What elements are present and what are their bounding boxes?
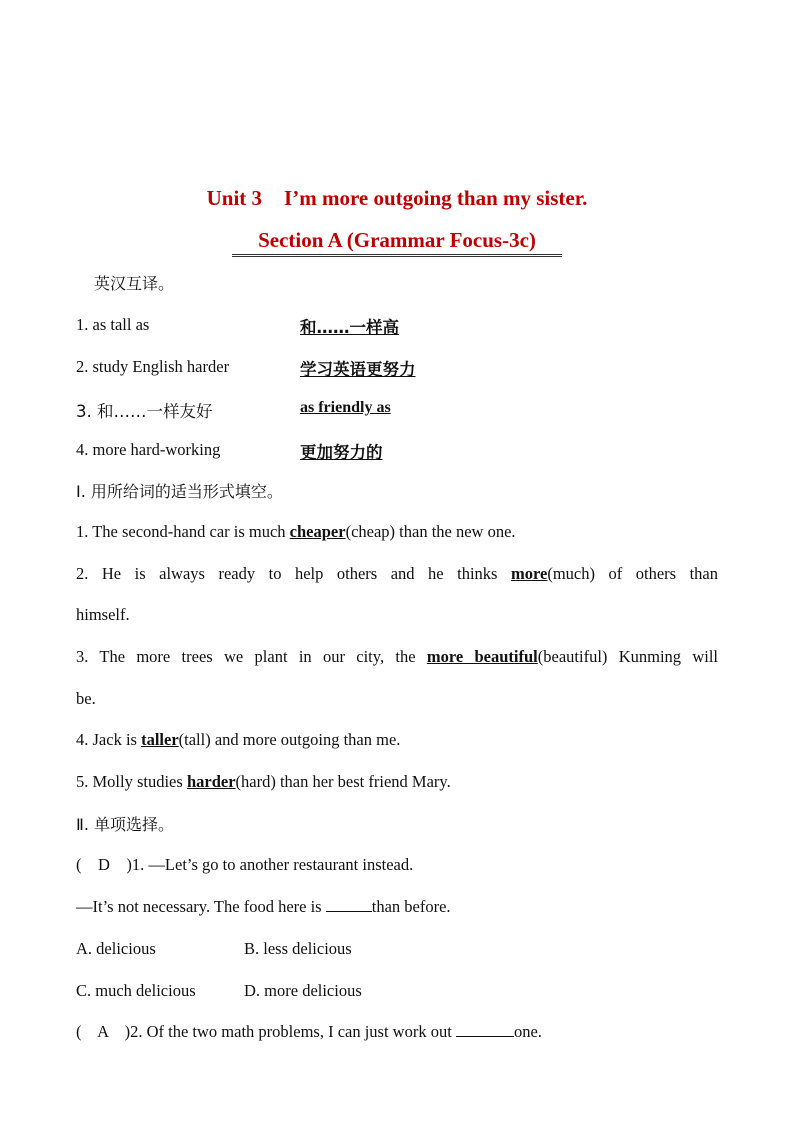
part1-q5: 5. Molly studies harder(hard) than her best friend Mary. xyxy=(76,772,451,791)
option-a: A. delicious xyxy=(76,939,156,958)
unit-heading: I’m more outgoing than my sister. xyxy=(284,186,588,210)
option-c: C. much delicious xyxy=(76,981,196,1000)
part2-q1: ( D )1. —Let’s go to another restaurant instead. xyxy=(76,855,414,874)
choice-answer-q2: A xyxy=(97,1022,109,1041)
answer-q5: harder xyxy=(186,772,236,791)
vocab-answer-2: 学习英语更努力 xyxy=(300,360,416,379)
section-label: Section A (Grammar Focus-3c) xyxy=(232,228,562,257)
blank-line xyxy=(326,897,372,912)
part1-heading: Ⅰ. 用所给词的适当形式填空。 xyxy=(76,482,283,501)
blank-line xyxy=(456,1022,514,1037)
vocab-answer-4: 更加努力的 xyxy=(300,443,383,462)
part1-q4: 4. Jack is taller(tall) and more outgoing than me. xyxy=(76,730,401,749)
vocab-instruction: 英汉互译。 xyxy=(94,274,175,293)
section-title xyxy=(0,228,794,257)
part1-q2: 2. He is always ready to help others and he thinks more(much) of others than xyxy=(76,564,718,583)
part2-heading: Ⅱ. 单项选择。 xyxy=(76,815,175,834)
answer-q2: more xyxy=(511,564,548,583)
unit-label: Unit 3 xyxy=(206,186,263,210)
choice-answer-q1: D xyxy=(98,855,110,874)
part1-q1: 1. The second-hand car is much cheaper(cheap) than the new one. xyxy=(76,522,516,541)
option-d: D. more delicious xyxy=(244,981,362,1000)
answer-q1: cheaper xyxy=(289,522,346,541)
vocab-answer-3: as friendly as xyxy=(300,399,391,416)
part1-q3-cont: be. xyxy=(76,689,96,708)
answer-q4: taller xyxy=(141,730,179,749)
part2-q2: ( A )2. Of the two math problems, I can just work out one. xyxy=(76,1022,542,1041)
option-b: B. less delicious xyxy=(244,939,352,958)
vocab-prompt-1: 1. as tall as xyxy=(76,315,150,334)
vocab-answer-1: 和……一样高 xyxy=(300,318,399,337)
vocab-prompt-4: 4. more hard-working xyxy=(76,440,221,459)
answer-q3: more beautiful xyxy=(426,647,538,666)
vocab-prompt-3: 3. 和……一样友好 xyxy=(76,402,213,421)
vocab-prompt-2: 2. study English harder xyxy=(76,357,230,376)
unit-title xyxy=(0,186,794,211)
part2-q1-line2: —It’s not necessary. The food here is than before. xyxy=(76,897,451,916)
part1-q2-cont: himself. xyxy=(76,605,130,624)
part1-q3: 3. The more trees we plant in our city, the more beautiful(beautiful) Kunming will xyxy=(76,647,719,666)
